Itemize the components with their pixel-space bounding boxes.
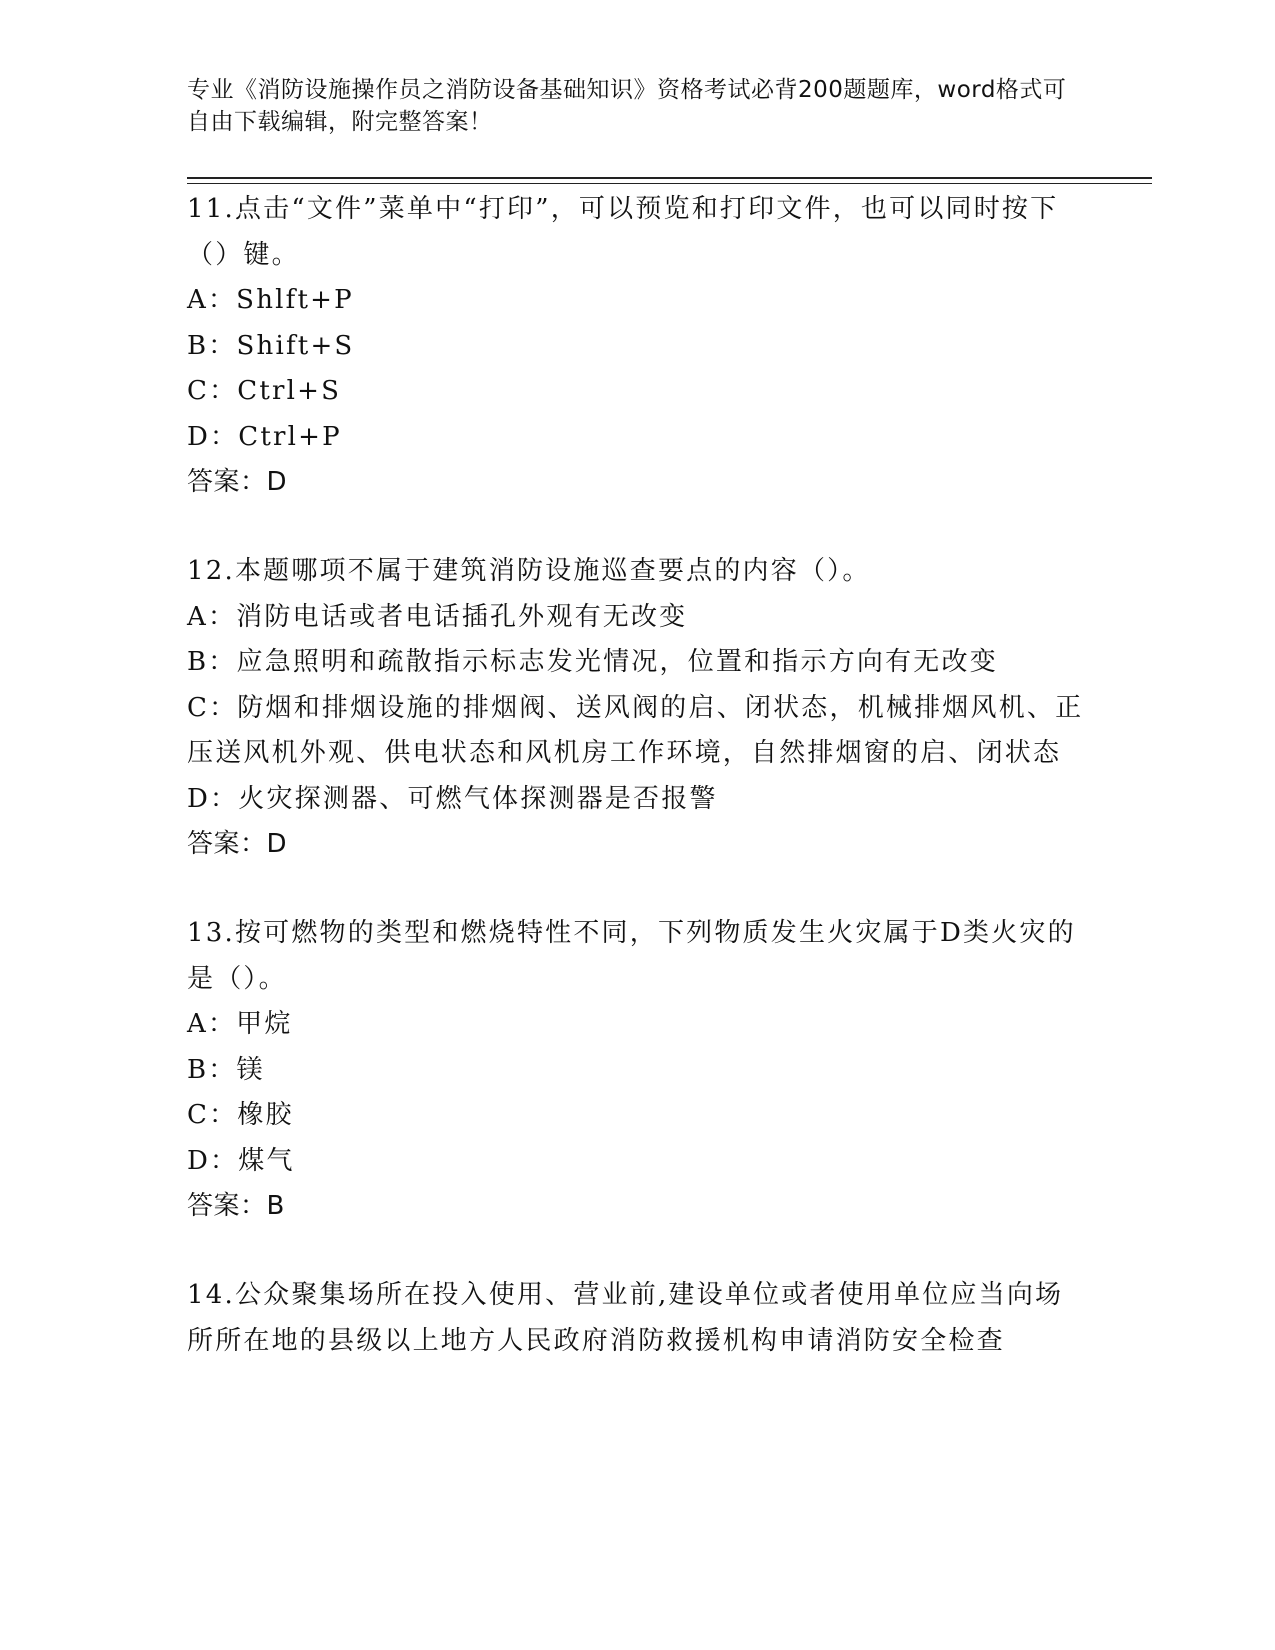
option-d: D：煤气 bbox=[187, 1145, 295, 1176]
question-13 bbox=[187, 911, 1087, 1229]
question-text: 12.本题哪项不属于建筑消防设施巡查要点的内容（）。 bbox=[187, 556, 871, 586]
option-b: B：Shift+S bbox=[187, 330, 355, 361]
option-a: A：甲烷 bbox=[187, 1009, 293, 1039]
question-text: 11.点击“文件”菜单中“打印”，可以预览和打印文件，也可以同时按下（）键。 bbox=[187, 194, 1059, 270]
question-11 bbox=[187, 187, 1087, 505]
option-b: B：镁 bbox=[187, 1054, 265, 1085]
option-d: D：火灾探测器、可燃气体探测器是否报警 bbox=[187, 783, 718, 814]
option-c: C：Ctrl+S bbox=[187, 376, 342, 406]
document-header bbox=[187, 74, 1067, 138]
answer: 答案：B bbox=[187, 1191, 285, 1221]
answer: 答案：D bbox=[187, 829, 288, 859]
header-title: 专业《消防设施操作员之消防设备基础知识》资格考试必背200题题库，word格式可自由下载编辑，附完整答案！ bbox=[187, 77, 1067, 135]
option-b: B：应急照明和疏散指示标志发光情况，位置和指示方向有无改变 bbox=[187, 647, 998, 677]
question-text: 14.公众聚集场所在投入使用、营业前,建设单位或者使用单位应当向场所所在地的县级以上地方人民政府消防救援机构申请消防安全检查 bbox=[187, 1280, 1064, 1356]
header-divider bbox=[187, 177, 1152, 184]
option-c: C：橡胶 bbox=[187, 1100, 294, 1130]
question-text: 13.按可燃物的类型和燃烧特性不同，下列物质发生火灾属于D类火灾的是（）。 bbox=[187, 918, 1076, 994]
answer: 答案：D bbox=[187, 467, 288, 497]
option-d: D：Ctrl+P bbox=[187, 421, 342, 452]
option-c: C：防烟和排烟设施的排烟阀、送风阀的启、闭状态，机械排烟风机、正压送风机外观、供电状态和风机房工作环境，自然排烟窗的启、闭状态 bbox=[187, 692, 1084, 768]
option-a: A：Shlft+P bbox=[187, 285, 354, 315]
option-a: A：消防电话或者电话插孔外观有无改变 bbox=[187, 601, 688, 632]
question-list bbox=[187, 187, 1087, 1408]
question-14 bbox=[187, 1273, 1087, 1364]
question-12 bbox=[187, 549, 1087, 867]
